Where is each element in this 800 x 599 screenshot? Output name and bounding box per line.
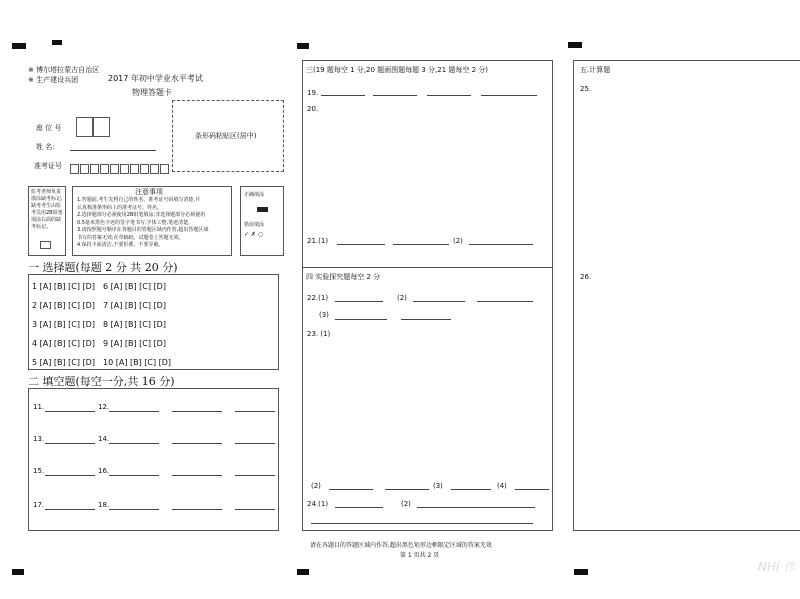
blank-12c[interactable] [235,411,275,412]
choice-q2[interactable]: 2 [A] [B] [C] [D] [32,301,95,310]
q21-label-2: (2) [453,237,463,245]
section3-title: 三(19 题每空 1 分,20 题画图题每题 3 分,21 题每空 2 分) [306,66,489,74]
q21-label: 21.(1) [307,237,329,245]
q23-blank-5[interactable] [515,489,549,490]
section2-title: 二 填空题(每空一分,共 16 分) [28,375,175,388]
q22-blank-2[interactable] [413,301,465,302]
sample-label: 正确填涂 [244,192,265,198]
choice-q10[interactable]: 10 [A] [B] [C] [D] [103,358,172,367]
header-line2: ※ 生产建设兵团 [28,76,79,84]
q24-label-2: (2) [401,500,411,508]
section5-title: 五.计算题 [580,66,611,74]
blank-16[interactable] [109,475,159,476]
registration-mark [12,43,26,49]
q22-label-2: (2) [397,294,407,302]
barcode-area [172,100,284,172]
blank-13[interactable] [45,443,95,444]
q22-blank-5[interactable] [401,319,451,320]
choice-q4[interactable]: 4 [A] [B] [C] [D] [32,339,95,348]
q21-blank-2[interactable] [393,244,449,245]
watermark-logo: NHI 作 [758,560,796,574]
q22-blank-3[interactable] [477,301,533,302]
fill-blank-box [28,388,279,531]
registration-mark [297,43,309,49]
card-title: 物理答题卡 [132,88,172,97]
seat-box-2[interactable] [93,117,110,137]
blank-label-11: 11. [33,403,45,411]
choice-q1[interactable]: 1 [A] [B] [C] [D] [32,282,95,291]
seat-box-1[interactable] [76,117,93,137]
q26-label: 26. [580,273,592,281]
q23-label-2: (2) [311,482,321,490]
section5-box [573,60,800,531]
section4-title: 四 实验探究题每空 2 分 [306,273,381,281]
choice-q6[interactable]: 6 [A] [B] [C] [D] [103,282,166,291]
q19-label: 19. [307,89,319,97]
q23-blank-3[interactable] [385,489,429,490]
name-label: 姓 名: [36,143,55,151]
section1-title: 一 选择题(每题 2 分 共 20 分) [28,261,178,274]
q19-blank-3[interactable] [427,95,471,96]
ticket-number-boxes[interactable] [70,158,170,177]
blank-14b[interactable] [172,443,222,444]
wrong-sample-marks: ✓ ✗ ○ [244,231,264,238]
blank-12[interactable] [109,411,159,412]
choice-q9[interactable]: 9 [A] [B] [C] [D] [103,339,166,348]
absent-mark-box [28,186,66,256]
exam-title: 2017 年初中学业水平考试 [108,74,203,83]
choice-column-1 [32,282,95,377]
q22-blank-1[interactable] [335,301,383,302]
q22-label-3: (3) [319,311,329,319]
q24-blank-2[interactable] [417,507,535,508]
registration-mark [574,569,588,575]
absent-checkbox[interactable] [40,241,51,249]
blank-16c[interactable] [235,475,275,476]
choice-q3[interactable]: 3 [A] [B] [C] [D] [32,320,95,329]
fill-sample-box [240,186,284,256]
blank-14c[interactable] [235,443,275,444]
blank-16b[interactable] [172,475,222,476]
registration-mark [297,569,309,575]
q23-label-3: (3) [433,482,443,490]
blank-18b[interactable] [172,509,222,510]
page-number: 第 1 页共 2 页 [400,552,440,559]
blank-label-16: 16. [98,467,110,475]
blank-label-12: 12. [98,403,110,411]
blank-12b[interactable] [172,411,222,412]
absent-note: 监考老师负责 填涂缺考标记, 缺考考生由监 考员用2B铅笔 填涂右面的缺 考标记。 [31,189,63,230]
q20-label: 20. [307,105,319,113]
wrong-sample-label: 错误填涂 [244,222,265,228]
header-line1: ※ 博尔塔拉蒙古自治区 [28,66,100,74]
q19-blank-2[interactable] [373,95,417,96]
notes-items: 1.答题前,考生先将自己的姓名、准考证号码填写清楚,并 认真核准条形码上的准考证号、姓名。 2.选择题部分必须使用2B铅笔填涂;非选择题部分必须使用 0.5毫米黑色字迹的签字笔书写,字体工整,笔迹清楚。 3.请按照题号顺序在各题目的答题区域内作答,超出答题区域 书写的答案无效;在草稿纸、试题卷上答题无效。 4.保持卡面清洁,不要折叠、不要弄破。 [77,197,209,248]
choice-box [28,274,279,370]
blank-18c[interactable] [235,509,275,510]
section4-box [302,267,553,531]
blank-label-14: 14. [98,435,110,443]
registration-mark [568,42,582,48]
q24-blank-1[interactable] [335,507,383,508]
name-field[interactable] [70,150,156,151]
q21-blank-3[interactable] [469,244,533,245]
filled-bubble-sample [257,207,268,212]
notes-box [72,186,232,256]
q23-label: 23. (1) [307,330,331,338]
blank-label-13: 13. [33,435,45,443]
blank-label-17: 17. [33,501,45,509]
notes-title: 注意事项 [135,188,163,196]
barcode-label: 条形码粘贴区(居中) [195,132,257,140]
blank-18[interactable] [109,509,159,510]
section3-box [302,60,553,268]
q24-blank-3[interactable] [311,523,533,524]
q21-blank-1[interactable] [337,244,385,245]
choice-column-2 [103,282,171,377]
q23-blank-2[interactable] [329,489,373,490]
footer-note: 请在各题目的答题区域内作答,超出黑色矩形边框限定区域的答案无效 [310,542,492,549]
blank-11[interactable] [45,411,95,412]
blank-label-15: 15. [33,467,45,475]
q22-blank-4[interactable] [335,319,387,320]
registration-mark [12,569,24,575]
q19-blank-4[interactable] [481,95,537,96]
blank-label-18: 18. [98,501,110,509]
choice-q5[interactable]: 5 [A] [B] [C] [D] [32,358,95,367]
blank-17[interactable] [45,509,95,510]
seat-label: 座 位 号 [36,124,62,132]
choice-q7[interactable]: 7 [A] [B] [C] [D] [103,301,166,310]
q19-blank-1[interactable] [321,95,365,96]
q25-label: 25. [580,85,592,93]
q22-label: 22.(1) [307,294,329,302]
choice-q8[interactable]: 8 [A] [B] [C] [D] [103,320,166,329]
blank-15[interactable] [45,475,95,476]
blank-14[interactable] [109,443,159,444]
q24-label: 24.(1) [307,500,329,508]
q23-blank-4[interactable] [451,489,491,490]
q23-label-4: (4) [497,482,507,490]
registration-mark [52,40,62,45]
ticket-label: 准考证号 [34,162,62,170]
